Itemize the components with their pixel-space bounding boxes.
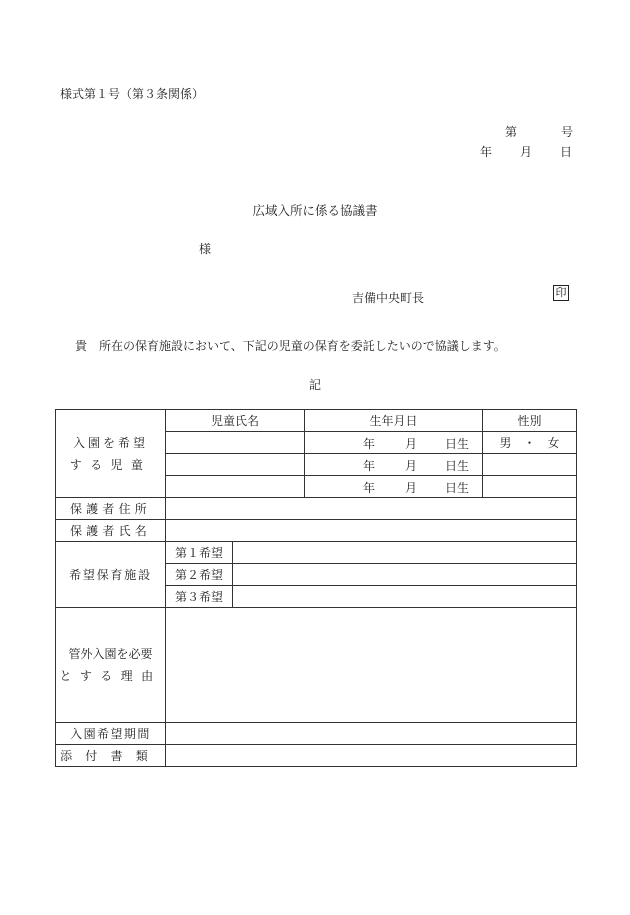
choice-1-label: 第１希望: [166, 542, 233, 564]
child-name-header: 児童氏名: [166, 410, 305, 432]
reason-label-line1: 管外入園を必要: [68, 647, 153, 661]
birthdate-field-3[interactable]: [305, 476, 483, 498]
guardian-name-label: 保護者氏名: [56, 520, 166, 542]
child-label-line1: 入園を希望: [72, 435, 148, 450]
choice-2-label: 第２希望: [166, 564, 233, 586]
gender-field-3[interactable]: [483, 476, 577, 498]
child-name-field-1[interactable]: [166, 432, 305, 454]
date-hi: 日生: [445, 481, 470, 495]
body-text: 貴 所在の保育施設において、下記の児童の保育を委託したいので協議します。: [75, 339, 506, 353]
reason-label-line2: とする理由: [59, 669, 162, 683]
table-row: [56, 723, 577, 745]
number-go: 号: [561, 125, 574, 139]
date-tsuki: 月: [405, 481, 418, 495]
gender-field-1[interactable]: 男 ・ 女: [483, 432, 577, 454]
addressee: 様: [199, 242, 212, 256]
table-row: [56, 520, 577, 542]
date-hi: 日生: [445, 437, 470, 451]
birthdate-field-1[interactable]: [305, 432, 483, 454]
attachments-field[interactable]: [166, 745, 577, 767]
date-nen: 年: [363, 459, 376, 473]
table-row: [56, 498, 577, 520]
document-date: [480, 143, 572, 160]
facility-label: 希望保育施設: [56, 542, 166, 608]
sender: 吉備中央町長: [352, 291, 425, 305]
application-table: [55, 409, 577, 767]
guardian-address-label: 保護者住所: [56, 498, 166, 520]
reason-field[interactable]: [166, 608, 577, 723]
guardian-address-field[interactable]: [166, 498, 577, 520]
date-tsuki: 月: [405, 459, 418, 473]
table-row: [56, 542, 577, 564]
child-name-field-2[interactable]: [166, 454, 305, 476]
document-title: 広域入所に係る協議書: [252, 203, 378, 218]
date-tsuki: 月: [520, 145, 533, 159]
choice-1-field[interactable]: [233, 542, 577, 564]
date-hi: 日: [560, 145, 573, 159]
ki-heading: 記: [308, 378, 321, 392]
document-number: [505, 123, 573, 140]
period-label: 入園希望期間: [56, 723, 166, 745]
table-row: [56, 745, 577, 767]
child-name-field-3[interactable]: [166, 476, 305, 498]
form-label: 様式第１号（第３条関係）: [60, 87, 205, 101]
date-nen: 年: [480, 145, 493, 159]
table-header-row: [56, 410, 577, 432]
birthdate-field-2[interactable]: [305, 454, 483, 476]
date-hi: 日生: [445, 459, 470, 473]
guardian-name-field[interactable]: [166, 520, 577, 542]
gender-field-2[interactable]: [483, 454, 577, 476]
date-nen: 年: [363, 437, 376, 451]
birthdate-header: 生年月日: [305, 410, 483, 432]
reason-label-cell: [56, 608, 166, 723]
choice-2-field[interactable]: [233, 564, 577, 586]
choice-3-field[interactable]: [233, 586, 577, 608]
child-label-cell: [56, 410, 166, 498]
number-dai: 第: [505, 125, 518, 139]
choice-3-label: 第３希望: [166, 586, 233, 608]
attachments-label: 添付書類: [56, 745, 166, 767]
child-label-line2: する児童: [69, 457, 152, 472]
period-field[interactable]: [166, 723, 577, 745]
gender-header: 性別: [483, 410, 577, 432]
seal-icon: 印: [553, 285, 569, 301]
date-nen: 年: [363, 481, 376, 495]
date-tsuki: 月: [405, 437, 418, 451]
table-row: [56, 608, 577, 723]
